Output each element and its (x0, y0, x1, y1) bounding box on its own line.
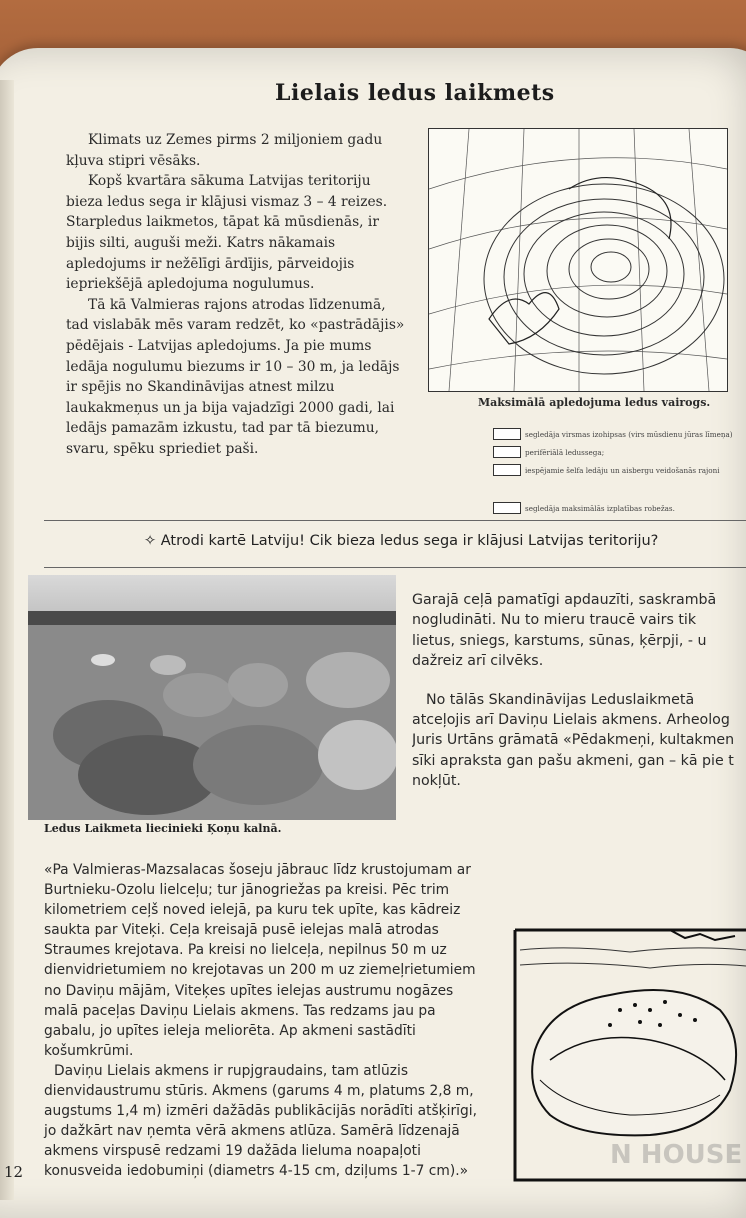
intro-text (66, 130, 406, 460)
previous-page-edge (0, 80, 14, 1200)
quote-paragraph: Daviņu Lielais akmens ir rupjgraudains, tam atlūzis dienvidaustrumu stūris. Akmens (garums 4 m, platums 2,8 m, augstums 1,4 m) izmēri dažādās publikācijās norādīti atšķirīgi, jo dažkārt nav ņemta vērā akmens atlūza. Samērā līdzenajā akmens virspusē redzami 19 dažāda lieluma noapaļoti konusveida iedobumiņi (diametrs 4-15 cm, dziļums 1-7 cm).» (44, 1062, 477, 1180)
text-line: lietus, sniegs, karstums, sūnas, ķērpji, - u (412, 632, 707, 649)
legend-swatch-icon (493, 502, 521, 514)
text-line: nogludināti. Nu to mieru traucē vairs tik (412, 612, 697, 629)
page-title: Lielais ledus laikmets (275, 80, 555, 106)
intro-paragraph: Tā kā Valmieras rajons atrodas līdzenumā, tad vislabāk mēs varam redzēt, ko «pastrādājis» pēdējais - Latvijas apledojums. Ja pie mums ledāja nogulumu biezums ir 10 – 30 m, ja ledājs ir spējis no Skandināvijas atnest milzu laukakmeņus un ja bija vajadzīgi 2000 gadi, lai ledājs pamazām izkustu, tad par tā biezumu, svaru, spēku spriediet paši. (66, 296, 405, 457)
legend-item: iespējamie šelfa ledāju un aisbergu veidošanās rajoni (493, 464, 720, 476)
legend-swatch-icon (493, 464, 521, 476)
boulders-photo (28, 575, 396, 820)
text-line: dažreiz arī cilvēks. (412, 653, 544, 670)
legend-swatch-icon (493, 446, 521, 458)
photo-caption: Ledus Laikmeta liecinieki Ķoņu kalnā. (44, 822, 282, 835)
legend-item: perifēriālā ledussega; (493, 446, 604, 458)
text-line: Garajā ceļā pamatīgi apdauzīti, saskrambā (412, 592, 717, 608)
map-caption: Maksimālā apledojuma ledus vairogs. (478, 396, 711, 409)
question-box (44, 520, 746, 568)
quote-text (44, 860, 490, 1182)
question-text: ✧ Atrodi kartē Latviju! Cik bieza ledus sega ir klājusi Latvijas teritoriju? (144, 533, 659, 549)
text-line: No tālās Skandināvijas Leduslaikmetā (426, 691, 695, 708)
photo-illustration (28, 575, 396, 820)
watermark: N HOUSE (610, 1140, 743, 1170)
glaciation-map (428, 128, 728, 392)
text-line: Juris Urtāns grāmatā «Pēdakmeņi, kultakmen (412, 732, 735, 749)
legend-item: segledāja virsmas izohipsas (virs mūsdienu jūras līmeņa) (493, 428, 733, 440)
intro-paragraph: Klimats uz Zemes pirms 2 miljoniem gadu kļuva stipri vēsāks. (66, 132, 383, 169)
quote-paragraph: «Pa Valmieras-Mazsalacas šoseju jābrauc līdz krustojumam ar Burtnieku-Ozolu lielceļu; tur jānogriežas pa kreisi. Pēc trim kilometriem ceļš noved ielejā, pa kuru tek upīte, kas kādreiz saukta par Viteķi. Ceļa kreisajā pusē ielejas malā atrodas Straumes krejotava. Pa kreisi no lielceļa, nepilnus 50 m uz dienvidrietumiem no krejotavas un 200 m uz ziemeļrietumiem no Daviņu mājām, Viteķes upītes ielejas austrumu nogāzes malā paceļas Daviņu Lielais akmens. Tas redzams jau pa gabalu, jo upītes ieleja meliorēta. Ap akmeni sastādīti košumkrūmi. (44, 862, 476, 1059)
text-line: atceļojis arī Daviņu Lielais akmens. Arheolog (412, 712, 730, 729)
text-line: nokļūt. (412, 773, 461, 790)
right-column-text (412, 590, 746, 792)
legend-swatch-icon (493, 428, 521, 440)
legend-item: segledāja maksimālās izplatības robežas. (493, 502, 675, 514)
page-number: 12 (4, 1163, 24, 1181)
spacer (412, 672, 746, 690)
text-line: sīki apraksta gan pašu akmeni, gan – kā pie t (412, 752, 734, 769)
intro-paragraph: Kopš kvartāra sākuma Latvijas teritoriju bieza ledus sega ir klājusi vismaz 3 – 4 reizes. Starpledus laikmetos, tāpat kā mūsdienās, ir bijis silti, auguši meži. Katrs nākamais apledojums ir nežēlīgi ārdījis, pārveidojis iepriekšējā apledojuma nogulumus. (66, 173, 388, 293)
map-illustration (429, 129, 727, 391)
